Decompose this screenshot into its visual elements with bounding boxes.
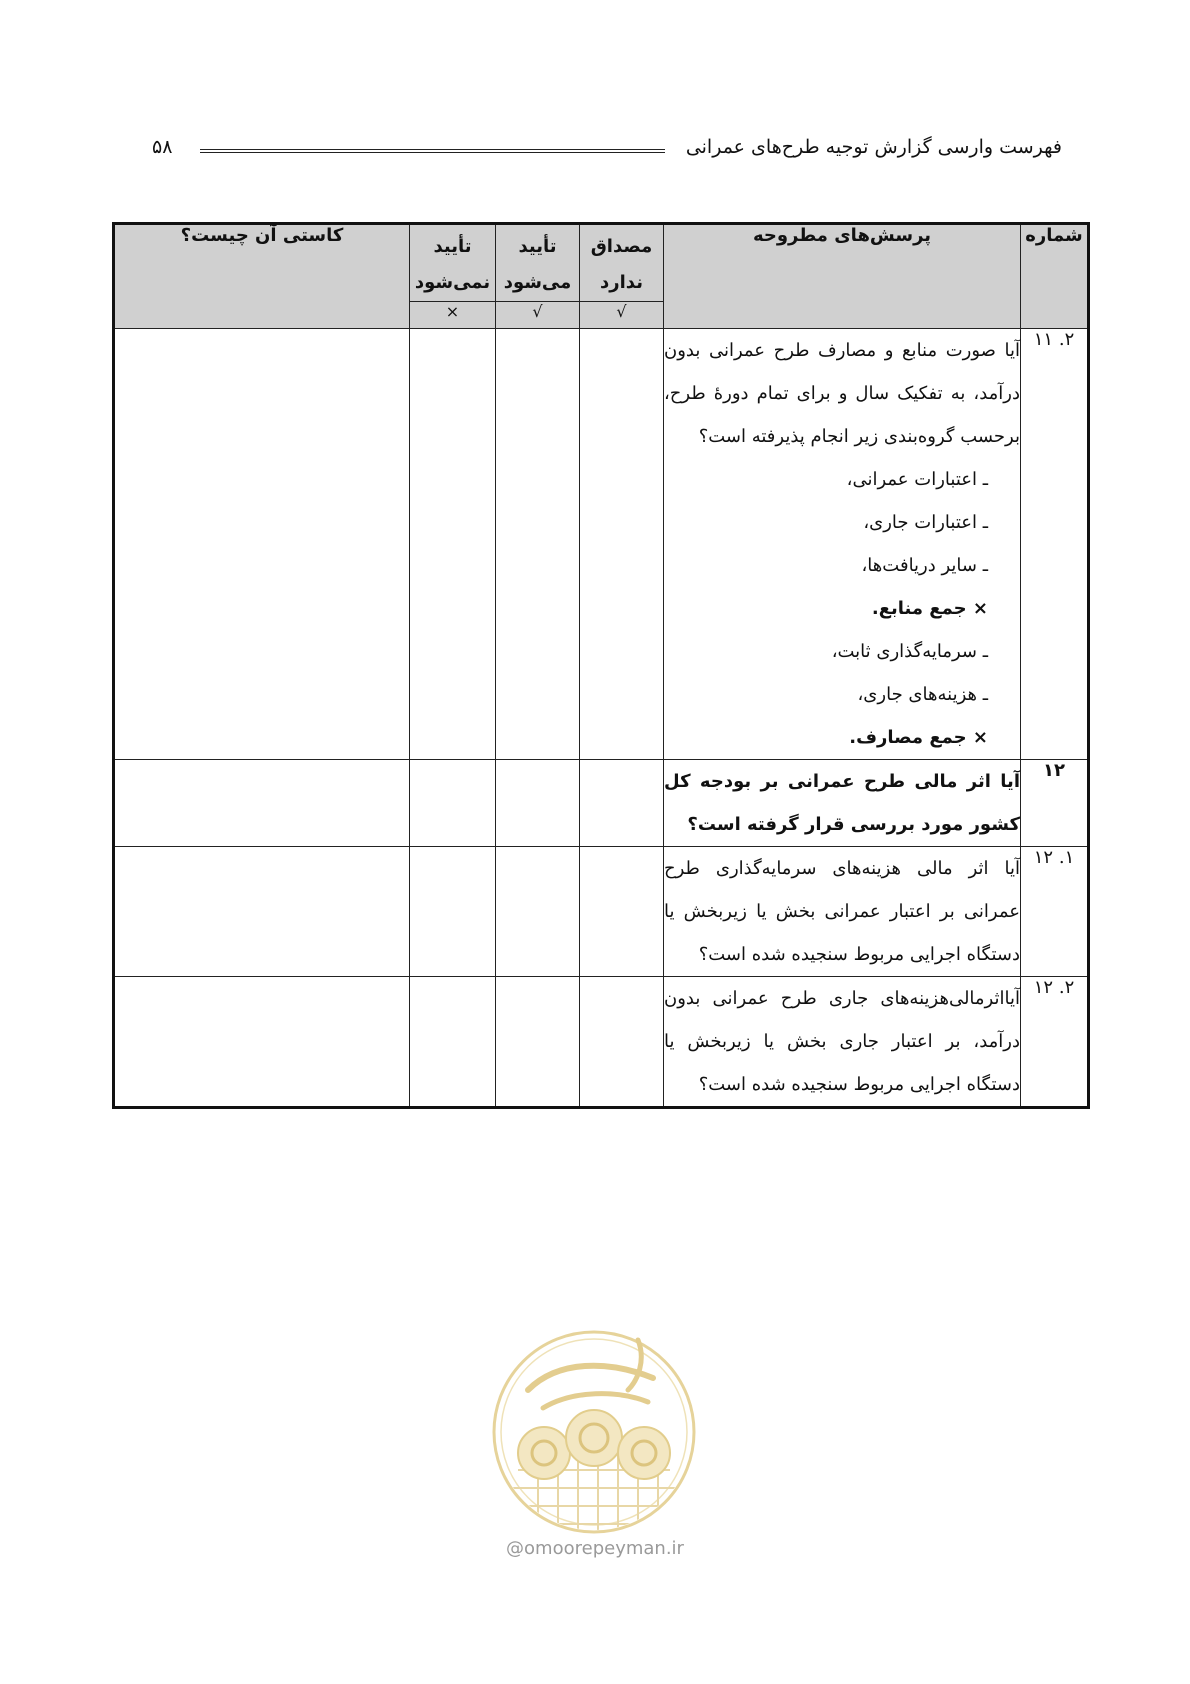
cell-shortcoming[interactable] bbox=[114, 760, 410, 847]
cell-confirmed[interactable] bbox=[496, 760, 580, 847]
col-shortcoming-header: کاستی آن چیست؟ bbox=[114, 224, 410, 329]
cell-not-confirmed[interactable] bbox=[410, 760, 496, 847]
cell-not-confirmed[interactable] bbox=[410, 847, 496, 977]
page-number: ۵۸ bbox=[152, 136, 173, 158]
col-question-header: پرسش‌های مطروحه bbox=[664, 224, 1021, 329]
cell-not-confirmed[interactable] bbox=[410, 329, 496, 760]
watermark-logo bbox=[488, 1320, 700, 1570]
list-item: ـ سرمایه‌گذاری ثابت، bbox=[831, 641, 988, 662]
cell-not-applicable[interactable] bbox=[580, 329, 664, 760]
list-item-total: × جمع مصارف. bbox=[849, 727, 988, 748]
col-not-applicable-line1: مصداق bbox=[590, 236, 653, 257]
row-number: ۲. ۱۲ bbox=[1021, 977, 1089, 1108]
running-title: فهرست وارسی گزارش توجیه طرح‌های عمرانی bbox=[685, 136, 1062, 158]
row-number: ۱۲ bbox=[1021, 760, 1089, 847]
page-header bbox=[0, 136, 1190, 176]
row-question: آیااثرمالی‌هزینه‌های جاری طرح عمرانی بدون درآمد، بر اعتبار جاری بخش یا زیربخش یا دستگاه اجرایی مربوط سنجیده شده است؟ bbox=[664, 977, 1021, 1108]
cell-not-confirmed[interactable] bbox=[410, 977, 496, 1108]
header-rule bbox=[200, 149, 665, 153]
cell-shortcoming[interactable] bbox=[114, 847, 410, 977]
table-row bbox=[114, 977, 1089, 1108]
col-not-applicable-header bbox=[580, 224, 664, 302]
table-row bbox=[114, 760, 1089, 847]
cell-not-applicable[interactable] bbox=[580, 847, 664, 977]
col-not-confirmed-header bbox=[410, 224, 496, 302]
col-number-header: شماره bbox=[1021, 224, 1089, 329]
table-row bbox=[114, 329, 1089, 760]
col-confirmed-line2: می‌شود bbox=[503, 272, 572, 293]
list-item: ـ هزینه‌های جاری، bbox=[857, 684, 988, 705]
table-header-row bbox=[114, 224, 1089, 302]
mark-not-confirmed: × bbox=[410, 302, 496, 329]
mark-not-applicable: √ bbox=[580, 302, 664, 329]
list-item-total: × جمع منابع. bbox=[871, 598, 988, 619]
list-item: ـ سایر دریافت‌ها، bbox=[861, 555, 988, 576]
col-not-confirmed-line2: نمی‌شود bbox=[414, 272, 491, 293]
col-not-applicable-line2: ندارد bbox=[600, 272, 643, 293]
list-item: ـ اعتبارات جاری، bbox=[863, 512, 988, 533]
col-confirmed-line1: تأیید bbox=[518, 236, 557, 257]
list-item: ـ اعتبارات عمرانی، bbox=[846, 469, 988, 490]
question-items bbox=[664, 458, 988, 759]
cell-not-applicable[interactable] bbox=[580, 760, 664, 847]
row-question bbox=[664, 329, 1021, 760]
col-confirmed-header bbox=[496, 224, 580, 302]
cell-confirmed[interactable] bbox=[496, 977, 580, 1108]
row-number: ۱. ۱۲ bbox=[1021, 847, 1089, 977]
cell-shortcoming[interactable] bbox=[114, 977, 410, 1108]
row-question: آیا اثر مالی هزینه‌های سرمایه‌گذاری طرح عمرانی بر اعتبار عمرانی بخش یا زیربخش یا دستگاه اجرایی مربوط سنجیده شده است؟ bbox=[664, 847, 1021, 977]
question-text: آیا صورت منابع و مصارف طرح عمرانی بدون درآمد، به تفکیک سال و برای تمام دورهٔ طرح، برحسب گروه‌بندی زیر انجام پذیرفته است؟ bbox=[664, 340, 1020, 447]
cell-not-applicable[interactable] bbox=[580, 977, 664, 1108]
col-not-confirmed-line1: تأیید bbox=[433, 236, 472, 257]
checklist-table bbox=[112, 222, 1090, 1109]
cell-confirmed[interactable] bbox=[496, 847, 580, 977]
row-question: آیا اثر مالی طرح عمرانی بر بودجه کل کشور مورد بررسی قرار گرفته است؟ bbox=[664, 760, 1021, 847]
watermark-site: @omoorepeyman.ir bbox=[506, 1538, 684, 1559]
mark-confirmed: √ bbox=[496, 302, 580, 329]
row-number: ۲. ۱۱ bbox=[1021, 329, 1089, 760]
table-row bbox=[114, 847, 1089, 977]
cell-confirmed[interactable] bbox=[496, 329, 580, 760]
cell-shortcoming[interactable] bbox=[114, 329, 410, 760]
